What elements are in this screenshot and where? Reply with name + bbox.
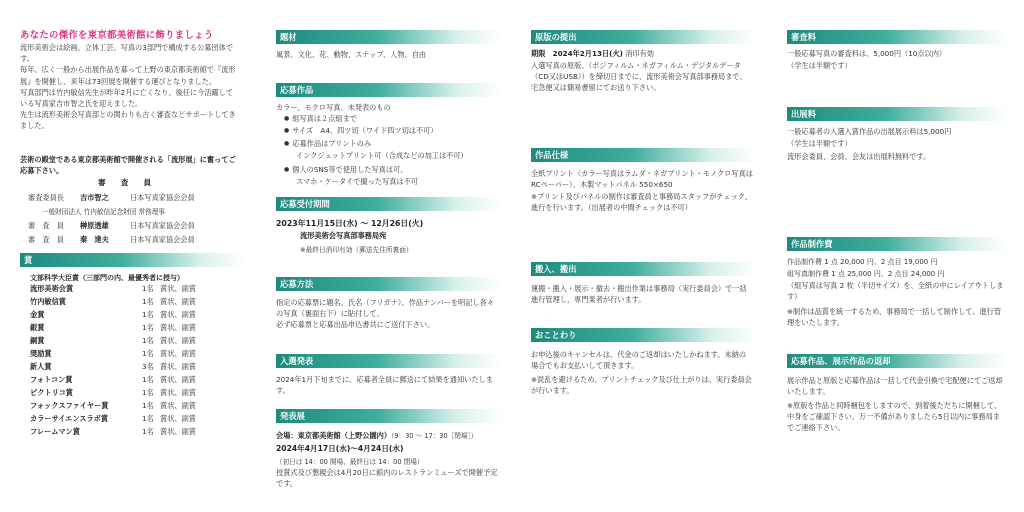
exfee-note: 流形会委員、会員、会友は出展料無料です。 bbox=[787, 152, 931, 161]
section-header-exhibit-fee: 出展料 bbox=[787, 107, 1007, 121]
period-dates: 2023年11月15日(水) ～ 12月26日(火) bbox=[276, 219, 424, 228]
exhibit-note: （初日は 14：00 開場、最終日は 14：00 閉場） bbox=[276, 458, 424, 466]
award-row: カラーサイエンスラボ賞 1名 賞状、副賞 bbox=[30, 414, 196, 423]
period-to: 流形美術会写真部事務局宛 bbox=[300, 231, 387, 240]
fee-sub: （学生は半額です） bbox=[787, 61, 852, 70]
exhibit-venue-row: 会場：東京都美術館（上野公園内）（9：30 ～ 17：30［閉場］） bbox=[276, 431, 478, 440]
section-header-method: 応募方法 bbox=[276, 277, 501, 291]
judges-title: 審 査 員 bbox=[98, 178, 152, 187]
section-header-transport: 搬入、搬出 bbox=[531, 262, 756, 276]
section-header-exhibit: 発表展 bbox=[276, 409, 501, 423]
prod-line1: 作品制作費 1 点 20,000 円、2 点目 19,000 円 bbox=[787, 258, 938, 266]
section-header-awards: 賞 bbox=[20, 253, 245, 267]
section-header-works: 応募作品 bbox=[276, 83, 501, 97]
section-header-production: 作品制作費 bbox=[787, 237, 1007, 251]
award-row: 竹内敏信賞 1名 賞状、副賞 bbox=[30, 297, 196, 306]
works-item: ● 応募作品はプリントのみ bbox=[284, 139, 371, 150]
section-header-spec: 作品仕様 bbox=[531, 148, 756, 162]
return-text: 展示作品と原版と応募作品は一括して代金引換で宅配便にてご返却いたします。 bbox=[787, 376, 1003, 397]
transport-text: 運搬・搬入・展示・撤去・搬出作業は事務局（実行委員会）で一括進行管理し、専門業者が行います。 bbox=[531, 284, 747, 305]
award-row: フォトコン賞 1名 賞状、副賞 bbox=[30, 375, 196, 384]
award-row: 銅賞 1名 賞状、副賞 bbox=[30, 336, 196, 345]
invite-text: 芸術の殿堂である東京都美術館で開催される「流形展」に奮ってご応募下さい。 bbox=[20, 155, 236, 176]
awards-note: 文部科学大臣賞（三部門の内、最優秀者に授与） bbox=[30, 274, 184, 282]
exfee-text: 一般応募者の入選入賞作品の出展展示料は5,000円 bbox=[787, 127, 952, 136]
works-item: ● 組写真は２点組まで bbox=[284, 114, 357, 125]
judge-row: 一般財団法人 竹内敏信記念財団 常務理事 bbox=[42, 208, 165, 216]
section-header-theme: 題材 bbox=[276, 30, 501, 44]
submit-deadline-row: 期限 2024年2月13日(火) 消印有効 bbox=[531, 49, 654, 58]
main-heading: あなたの傑作を東京都美術館に飾りましょう bbox=[20, 30, 214, 41]
award-row: 金賞 1名 賞状、副賞 bbox=[30, 310, 196, 319]
section-header-submit: 原版の提出 bbox=[531, 30, 756, 44]
judge-row: 審査委員長 吉市智之 日本写真家協会会員 bbox=[28, 193, 195, 202]
section-header-fee: 審査料 bbox=[787, 30, 1007, 44]
notice-note: ※混乱を避けるため、プリントチェック及び仕上がりは、実行委員会が行います。 bbox=[531, 375, 752, 396]
announce-text: 2024年1月下旬までに、応募者全員に郵送にて結果を通知いたします。 bbox=[276, 375, 493, 396]
method-text: 指定の応募票に題名、氏名（フリガナ）、作品ナンバーを明記し各々の写真（裏面右下）に貼付して、 必ず応募票と応募出品申込書共にご送付下さい。 bbox=[276, 298, 494, 330]
prod-note: ※制作は品質を統一するため、事務局で一括して制作して、進行管理をいたします。 bbox=[787, 307, 1002, 328]
return-note: ※原版を作品と同時梱包をしますので、到着後ただちに開梱して、中身をご確認下さい。万一不備がありましたら5日以内に事務局までご連絡下さい。 bbox=[787, 401, 1002, 433]
judge-row: 審 査 員 榊原透雄 日本写真家協会会員 bbox=[28, 221, 195, 230]
exhibit-award: 授賞式及び懇親会は4月20日に館内のレストランミューズで開催予定です。 bbox=[276, 468, 498, 489]
section-header-notice: おことわり bbox=[531, 328, 756, 342]
award-row: ピクトリコ賞 1名 賞状、副賞 bbox=[30, 388, 196, 397]
intro-text: 流形美術会は絵画、立体工芸、写真の3部門で構成する公募団体です。 毎年、広く一般から出展作品を募って上野の東京都美術館で『流形展』を開催し、来年は73回展を開催する運びとなりました。 写真部門は竹内敏信先生が昨年2月に亡くなり、後任に今活躍している写真家吉市智之氏を迎えました。 先生は流形美術会写真部との関わりも古く審査などサポートしてきました。 bbox=[20, 43, 236, 131]
prod-line3: （組写真は写真 2 枚（半切サイズ）を、全紙の中にレイアウトします） bbox=[787, 281, 1004, 302]
spec-text: 全紙プリント（カラー写真はラムダ・ネガプリント・モノクロ写真はRCペーパー）、木製マットパネル 550×650 bbox=[531, 169, 753, 190]
award-row: 新人賞 3名 賞状、副賞 bbox=[30, 362, 196, 371]
spec-note: ※プリント及びパネルの制作は審査員と事務局スタッフがチェック、進行を行います。（出展者の中間チェックは不可） bbox=[531, 192, 752, 213]
section-header-announce: 入選発表 bbox=[276, 354, 501, 368]
award-row: フレームマン賞 1名 賞状、副賞 bbox=[30, 427, 196, 436]
award-row: 銀賞 1名 賞状、副賞 bbox=[30, 323, 196, 332]
award-row: 流形美術会賞 1名 賞状、副賞 bbox=[30, 284, 196, 293]
section-header-period: 応募受付期間 bbox=[276, 197, 501, 211]
award-row: フォックスファイヤー賞 1名 賞状、副賞 bbox=[30, 401, 196, 410]
award-row: 奨励賞 1名 賞状、副賞 bbox=[30, 349, 196, 358]
works-intro: カラー、モクロ写真、未発表のもの bbox=[276, 103, 391, 112]
works-sub: スマホ・ケータイで撮った写真は不可 bbox=[296, 177, 418, 186]
exfee-sub: （学生は半額です） bbox=[787, 139, 852, 148]
prod-line2: 組写真制作費 1 点 25,000 円、2 点目 24,000 円 bbox=[787, 270, 945, 278]
works-item: ● 個人のSNS等で使用した写真は可、 bbox=[284, 165, 407, 176]
works-item: ● サイズ A4、四ツ切（ワイド四ツ切は不可） bbox=[284, 126, 438, 137]
period-note: ※最終日消印有効（郵送先住所裏面） bbox=[300, 246, 413, 254]
judge-row: 審 査 員 秦 達夫 日本写真家協会会員 bbox=[28, 235, 195, 244]
works-sub: インクジェットプリント可（合成などの加工は不可） bbox=[296, 151, 468, 160]
exhibit-dates: 2024年4月17日(水)～4月24日(水) bbox=[276, 444, 404, 453]
notice-text: お申込後のキャンセルは、代金のご返却はいたしかねます。未納の場合でもお支払いして頂きます。 bbox=[531, 350, 747, 371]
section-header-return: 応募作品、展示作品の返却 bbox=[787, 354, 1007, 368]
submit-text: 入選写真の原版、（ポジフィルム・ネガフィルム・デジタルデータ（CD又はUSB））を締切日までに、流形美術会写真部事務局まで、宅急便又は簡易書留にてお送り下さい。 bbox=[531, 61, 747, 93]
theme-text: 風景、文化、花、動物、スナップ、人物、自由 bbox=[276, 50, 427, 59]
fee-text: 一般応募写真の審査料は、5,000円（10点以内） bbox=[787, 49, 947, 58]
